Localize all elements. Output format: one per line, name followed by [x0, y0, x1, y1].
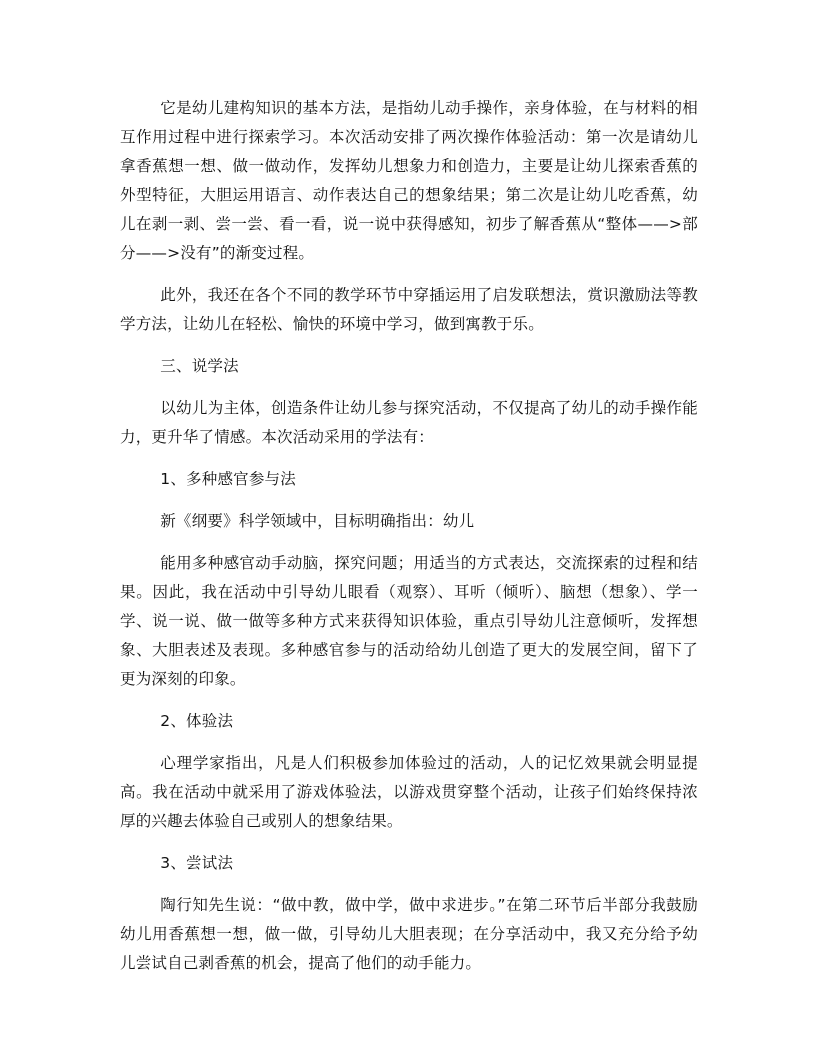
paragraph-multi-sense: 能用多种感官动手动脑，探究问题；用适当的方式表达，交流探索的过程和结果。因此，我在活动中引导幼儿眼看（观察）、耳听（倾听）、脑想（想象）、学一学、说一说、做一做等多种方式来获得知识体验，重点引导幼儿注意倾听，发挥想象、大胆表述及表现。多种感官参与的活动给幼儿创造了更大的发展空间，留下了更为深刻的印象。	[120, 554, 698, 688]
subheading-trial: 3、尝试法	[160, 854, 234, 872]
paragraph-experience: 心理学家指出，凡是人们积极参加体验过的活动，人的记忆效果就会明显提高。我在活动中就采用了游戏体验法，以游戏贯穿整个活动，让孩子们始终保持浓厚的兴趣去体验自己或别人的想象结果。	[120, 754, 698, 830]
subheading-experience: 2、体验法	[160, 712, 234, 730]
document-body	[120, 94, 698, 991]
subheading-multi-sense: 1、多种感官参与法	[160, 470, 296, 488]
paragraph-learning-intro: 以幼儿为主体，创造条件让幼儿参与探究活动，不仅提高了幼儿的动手操作能力，更升华了情感。本次活动采用的学法有：	[120, 399, 698, 446]
heading-learning-methods: 三、说学法	[160, 357, 239, 375]
paragraph-outline-quote: 新《纲要》科学领域中，目标明确指出：幼儿	[160, 512, 475, 530]
paragraph-other-methods: 此外，我还在各个不同的教学环节中穿插运用了启发联想法，赏识激励法等教学方法，让幼儿在轻松、愉快的环境中学习，做到寓教于乐。	[120, 286, 698, 333]
paragraph-operation-method: 它是幼儿建构知识的基本方法，是指幼儿动手操作，亲身体验，在与材料的相互作用过程中进行探索学习。本次活动安排了两次操作体验活动：第一次是请幼儿拿香蕉想一想、做一做动作，发挥幼儿想象力和创造力，主要是让幼儿探索香蕉的外型特征，大胆运用语言、动作表达自己的想象结果；第二次是让幼儿吃香蕉，幼儿在剥一剥、尝一尝、看一看，说一说中获得感知，初步了解香蕉从“整体——>部分——>没有”的渐变过程。	[120, 99, 698, 262]
paragraph-trial: 陶行知先生说：“做中教，做中学，做中求进步。”在第二环节后半部分我鼓励幼儿用香蕉想一想，做一做，引导幼儿大胆表现；在分享活动中，我又充分给予幼儿尝试自己剥香蕉的机会，提高了他们的动手能力。	[120, 896, 698, 972]
